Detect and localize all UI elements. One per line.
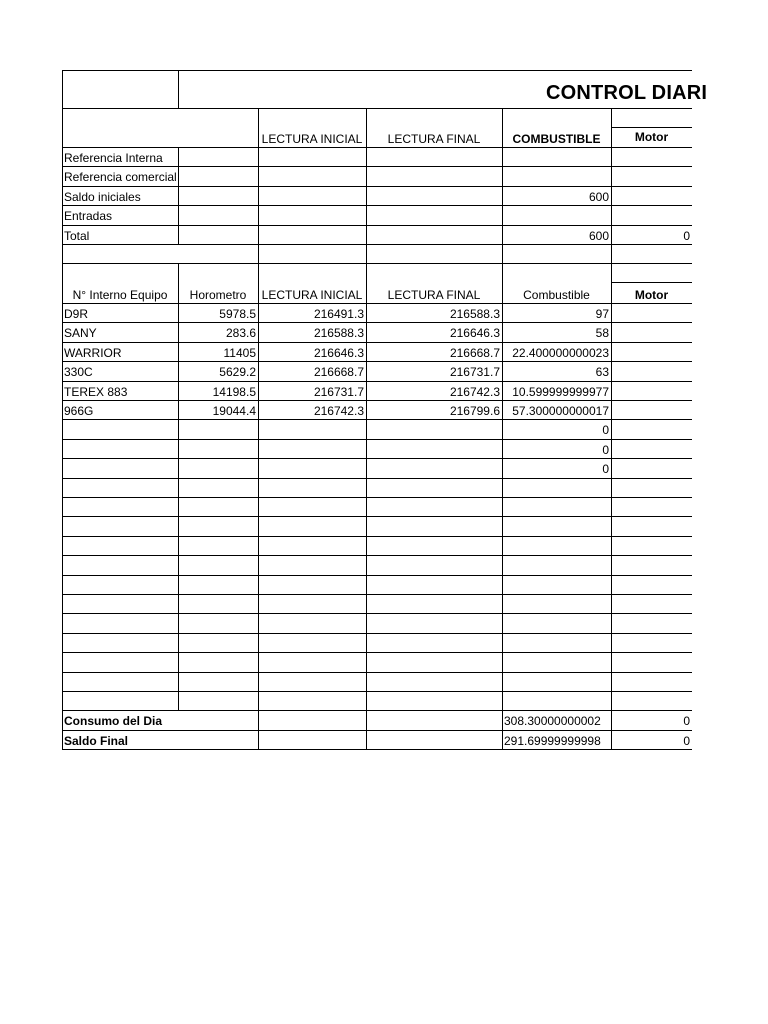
motor-cell — [611, 186, 692, 205]
motor-cell — [611, 613, 692, 632]
equipo-cell — [62, 613, 178, 632]
table-cell — [258, 225, 366, 244]
equipo-cell — [62, 652, 178, 671]
horometro-cell — [178, 536, 258, 555]
horometro-cell: 283.6 — [225, 326, 256, 340]
footer-label: Saldo Final — [64, 734, 129, 748]
lectura-inicial-cell: 216668.7 — [313, 365, 364, 379]
table-cell — [366, 205, 502, 224]
horometro-cell — [178, 613, 258, 632]
combustible-cell — [502, 575, 611, 594]
horometro-cell — [178, 497, 258, 516]
motor-cell — [611, 400, 692, 419]
horometro-cell — [178, 419, 258, 438]
motor-cell — [611, 361, 692, 380]
combustible-cell — [502, 166, 611, 185]
equipo-cell — [62, 458, 178, 477]
table-cell — [366, 147, 502, 166]
col-header-combustible: COMBUSTIBLE — [512, 132, 601, 146]
lectura-inicial-cell: 216646.3 — [313, 346, 364, 360]
table-cell — [366, 730, 502, 749]
lectura-final-cell — [366, 575, 502, 594]
combustible-cell — [502, 536, 611, 555]
motor-cell — [611, 303, 692, 322]
lectura-final-cell: 216668.7 — [449, 346, 500, 360]
footer-motor: 0 — [683, 734, 690, 748]
section1-row-border — [62, 244, 692, 245]
combustible-cell: 22.400000000023 — [512, 346, 609, 360]
motor-cell — [611, 594, 692, 613]
equipo-cell — [62, 633, 178, 652]
row-label: Saldo iniciales — [64, 190, 141, 204]
horometro-cell: 5629.2 — [219, 365, 256, 379]
col-header-lectura-final: LECTURA FINAL — [387, 132, 481, 146]
combustible-cell: 10.599999999977 — [512, 385, 609, 399]
horometro-cell: 19044.4 — [212, 404, 256, 418]
lectura-inicial-cell — [258, 555, 366, 574]
lectura-final-cell — [366, 652, 502, 671]
table-cell — [258, 730, 366, 749]
lectura-inicial-cell: 216588.3 — [313, 326, 364, 340]
table-cell — [258, 186, 366, 205]
combustible-cell — [502, 555, 611, 574]
row-label: Entradas — [64, 209, 113, 223]
combustible-cell: 600 — [588, 229, 609, 243]
combustible-cell — [502, 652, 611, 671]
combustible-cell — [502, 516, 611, 535]
motor-cell — [611, 458, 692, 477]
lectura-final-cell — [366, 672, 502, 691]
lectura-inicial-cell: 216491.3 — [313, 307, 364, 321]
equipo-cell: 330C — [64, 365, 93, 379]
row-label: Total — [64, 229, 90, 243]
lectura-inicial-cell — [258, 691, 366, 710]
lectura-inicial-cell: 216742.3 — [313, 404, 364, 418]
equipo-cell — [62, 497, 178, 516]
col-header-combustible: Combustible — [523, 288, 590, 302]
motor-cell — [611, 478, 692, 497]
horometro-cell: 14198.5 — [212, 385, 256, 399]
horometro-cell — [178, 594, 258, 613]
horometro-cell — [178, 478, 258, 497]
horometro-cell — [178, 458, 258, 477]
equipo-cell — [62, 555, 178, 574]
lectura-inicial-cell — [258, 439, 366, 458]
equipo-cell — [62, 575, 178, 594]
horometro-cell: 11405 — [223, 346, 256, 360]
motor-cell — [611, 381, 692, 400]
equipo-cell — [62, 594, 178, 613]
footer-motor: 0 — [683, 714, 690, 728]
table-cell — [366, 166, 502, 185]
lectura-inicial-cell — [258, 516, 366, 535]
table-cell — [178, 205, 258, 224]
equipo-cell: 966G — [64, 404, 94, 418]
lectura-inicial-cell — [258, 575, 366, 594]
table-cell — [366, 710, 502, 729]
equipo-cell: D9R — [64, 307, 89, 321]
motor-cell — [611, 439, 692, 458]
motor-cell — [611, 166, 692, 185]
equipo-cell: WARRIOR — [64, 346, 122, 360]
footer-combustible: 308.30000000002 — [504, 714, 601, 728]
lectura-inicial-cell — [258, 458, 366, 477]
horometro-cell — [178, 652, 258, 671]
combustible-cell — [502, 613, 611, 632]
motor-cell — [611, 555, 692, 574]
motor-cell — [611, 322, 692, 341]
combustible-cell — [502, 205, 611, 224]
footer-bottom-border — [62, 749, 692, 750]
col-header-horometro: Horometro — [189, 288, 247, 302]
motor-cell — [611, 147, 692, 166]
lectura-inicial-cell — [258, 652, 366, 671]
lectura-inicial-cell — [258, 478, 366, 497]
table-cell — [258, 166, 366, 185]
col-header-lectura-inicial: LECTURA INICIAL — [261, 288, 363, 302]
sheet-title: CONTROL DIARI — [546, 82, 708, 104]
horometro-cell — [178, 575, 258, 594]
lectura-final-cell — [366, 613, 502, 632]
col-header-equipo: N° Interno Equipo — [72, 288, 168, 302]
lectura-inicial-cell — [258, 613, 366, 632]
motor-cell: 0 — [683, 229, 690, 243]
equipo-cell: SANY — [64, 326, 97, 340]
equipo-cell — [62, 516, 178, 535]
combustible-cell: 63 — [595, 365, 609, 379]
horometro-cell — [178, 555, 258, 574]
combustible-cell — [502, 594, 611, 613]
row-label: Referencia comercial — [64, 170, 177, 184]
motor-cell — [611, 575, 692, 594]
lectura-final-cell: 216646.3 — [449, 326, 500, 340]
table-cell — [366, 225, 502, 244]
combustible-cell: 58 — [595, 326, 609, 340]
lectura-inicial-cell — [258, 419, 366, 438]
lectura-inicial-cell — [258, 633, 366, 652]
motor-cell — [611, 205, 692, 224]
lectura-final-cell — [366, 516, 502, 535]
horometro-cell — [178, 516, 258, 535]
title-divider — [178, 70, 179, 109]
lectura-final-cell: 216799.6 — [449, 404, 500, 418]
lectura-final-cell — [366, 633, 502, 652]
combustible-cell: 600 — [588, 190, 609, 204]
motor-cell — [611, 342, 692, 361]
lectura-inicial-cell — [258, 594, 366, 613]
equipo-cell — [62, 478, 178, 497]
section1-row-border — [62, 263, 692, 264]
horometro-cell — [178, 691, 258, 710]
equipo-cell — [62, 419, 178, 438]
lectura-final-cell — [366, 536, 502, 555]
table-cell — [258, 147, 366, 166]
row-label: Referencia Interna — [64, 151, 163, 165]
col-header-lectura-final: LECTURA FINAL — [387, 288, 481, 302]
lectura-final-cell — [366, 497, 502, 516]
table-cell — [178, 166, 258, 185]
lectura-final-cell — [366, 555, 502, 574]
lectura-final-cell — [366, 439, 502, 458]
table-cell — [366, 186, 502, 205]
table-cell — [178, 147, 258, 166]
lectura-inicial-cell — [258, 536, 366, 555]
footer-label: Consumo del Dia — [64, 714, 163, 728]
equipo-cell — [62, 691, 178, 710]
horometro-cell: 5978.5 — [219, 307, 256, 321]
title-left-border — [62, 70, 63, 109]
lectura-inicial-cell: 216731.7 — [313, 385, 364, 399]
col-header-motor: Motor — [634, 288, 669, 302]
motor-cell — [611, 536, 692, 555]
lectura-inicial-cell — [258, 497, 366, 516]
horometro-cell — [178, 439, 258, 458]
motor-cell — [611, 419, 692, 438]
lectura-final-cell — [366, 594, 502, 613]
motor-cell — [611, 633, 692, 652]
title-top-border — [62, 70, 692, 71]
motor-cell — [611, 672, 692, 691]
lectura-final-cell: 216742.3 — [449, 385, 500, 399]
lectura-final-cell — [366, 691, 502, 710]
col-header-lectura-inicial: LECTURA INICIAL — [261, 132, 363, 146]
table-cell — [258, 205, 366, 224]
lectura-final-cell — [366, 419, 502, 438]
combustible-cell: 0 — [602, 462, 609, 476]
equipo-cell: TEREX 883 — [64, 385, 128, 399]
combustible-cell: 0 — [602, 423, 609, 437]
combustible-cell — [502, 497, 611, 516]
motor-cell — [611, 691, 692, 710]
combustible-cell: 97 — [595, 307, 609, 321]
combustible-cell: 57.300000000017 — [512, 404, 609, 418]
col-header-motor: Motor — [634, 130, 669, 144]
table-cell — [178, 186, 258, 205]
combustible-cell: 0 — [602, 443, 609, 457]
lectura-final-cell: 216731.7 — [449, 365, 500, 379]
combustible-cell — [502, 147, 611, 166]
motor-cell — [611, 497, 692, 516]
motor-cell — [611, 516, 692, 535]
lectura-inicial-cell — [258, 672, 366, 691]
combustible-cell — [502, 478, 611, 497]
combustible-cell — [502, 633, 611, 652]
combustible-cell — [502, 691, 611, 710]
horometro-cell — [178, 672, 258, 691]
equipo-cell — [62, 536, 178, 555]
equipo-cell — [62, 439, 178, 458]
lectura-final-cell: 216588.3 — [449, 307, 500, 321]
motor-cell — [611, 652, 692, 671]
lectura-final-cell — [366, 478, 502, 497]
lectura-final-cell — [366, 458, 502, 477]
table-cell — [258, 710, 366, 729]
table-cell — [178, 225, 258, 244]
combustible-cell — [502, 672, 611, 691]
equipo-cell — [62, 672, 178, 691]
footer-combustible: 291.69999999998 — [504, 734, 601, 748]
horometro-cell — [178, 633, 258, 652]
